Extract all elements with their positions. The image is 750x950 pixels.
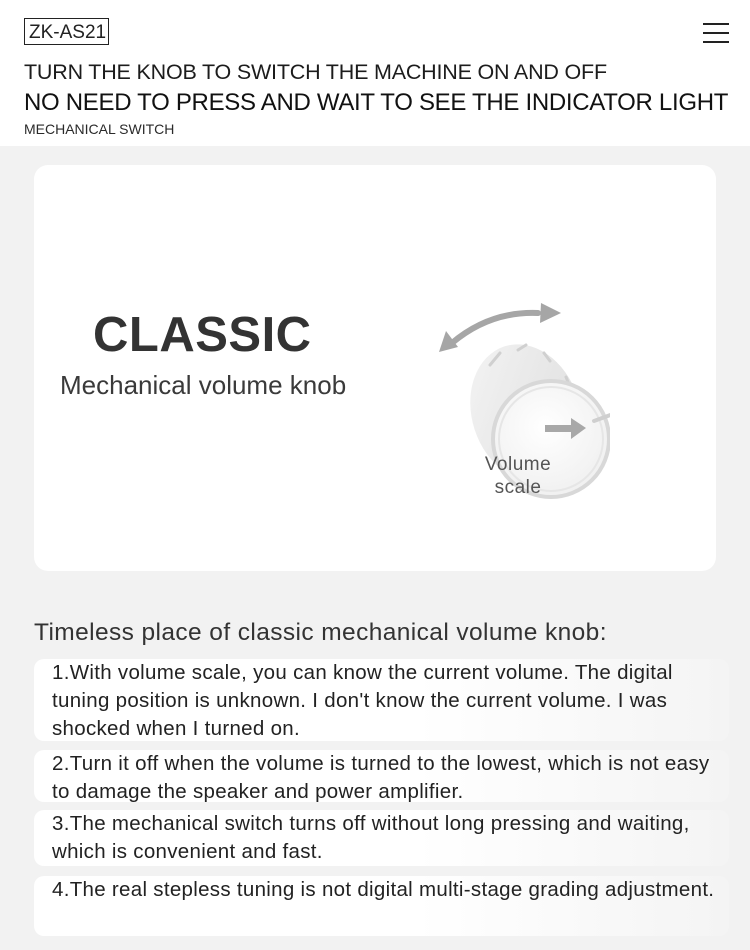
feature-item: 4.The real stepless tuning is not digital multi-stage grading adjustment.: [34, 876, 729, 936]
hero-card: [34, 165, 716, 571]
headline-primary: TURN THE KNOB TO SWITCH THE MACHINE ON AND OFF: [24, 60, 607, 84]
hero-subtitle: Mechanical volume knob: [60, 370, 347, 400]
feature-item: 1.With volume scale, you can know the current volume. The digital tuning position is unknown. I don't know the current volume. I was shocked when I turned on.: [34, 659, 729, 741]
feature-item: 2.Turn it off when the volume is turned to the lowest, which is not easy to damage the speaker and power amplifier.: [34, 750, 729, 802]
hero-title: CLASSIC: [93, 308, 312, 362]
rotate-arrow-icon: [439, 303, 561, 352]
feature-item: 3.The mechanical switch turns off without long pressing and waiting, which is convenient and fast.: [34, 810, 729, 866]
headline-tag: MECHANICAL SWITCH: [24, 121, 175, 137]
headline-secondary: NO NEED TO PRESS AND WAIT TO SEE THE INDICATOR LIGHT: [24, 89, 729, 116]
knob-label-line2: scale: [494, 477, 542, 498]
page-header: [0, 0, 750, 146]
knob-label-line1: Volume: [484, 454, 552, 475]
section-title: Timeless place of classic mechanical volume knob:: [34, 619, 607, 646]
hamburger-menu-icon[interactable]: [703, 23, 729, 43]
model-badge: ZK-AS21: [24, 18, 109, 45]
knob-illustration: [430, 295, 610, 515]
knob-scale-label: [458, 453, 578, 499]
